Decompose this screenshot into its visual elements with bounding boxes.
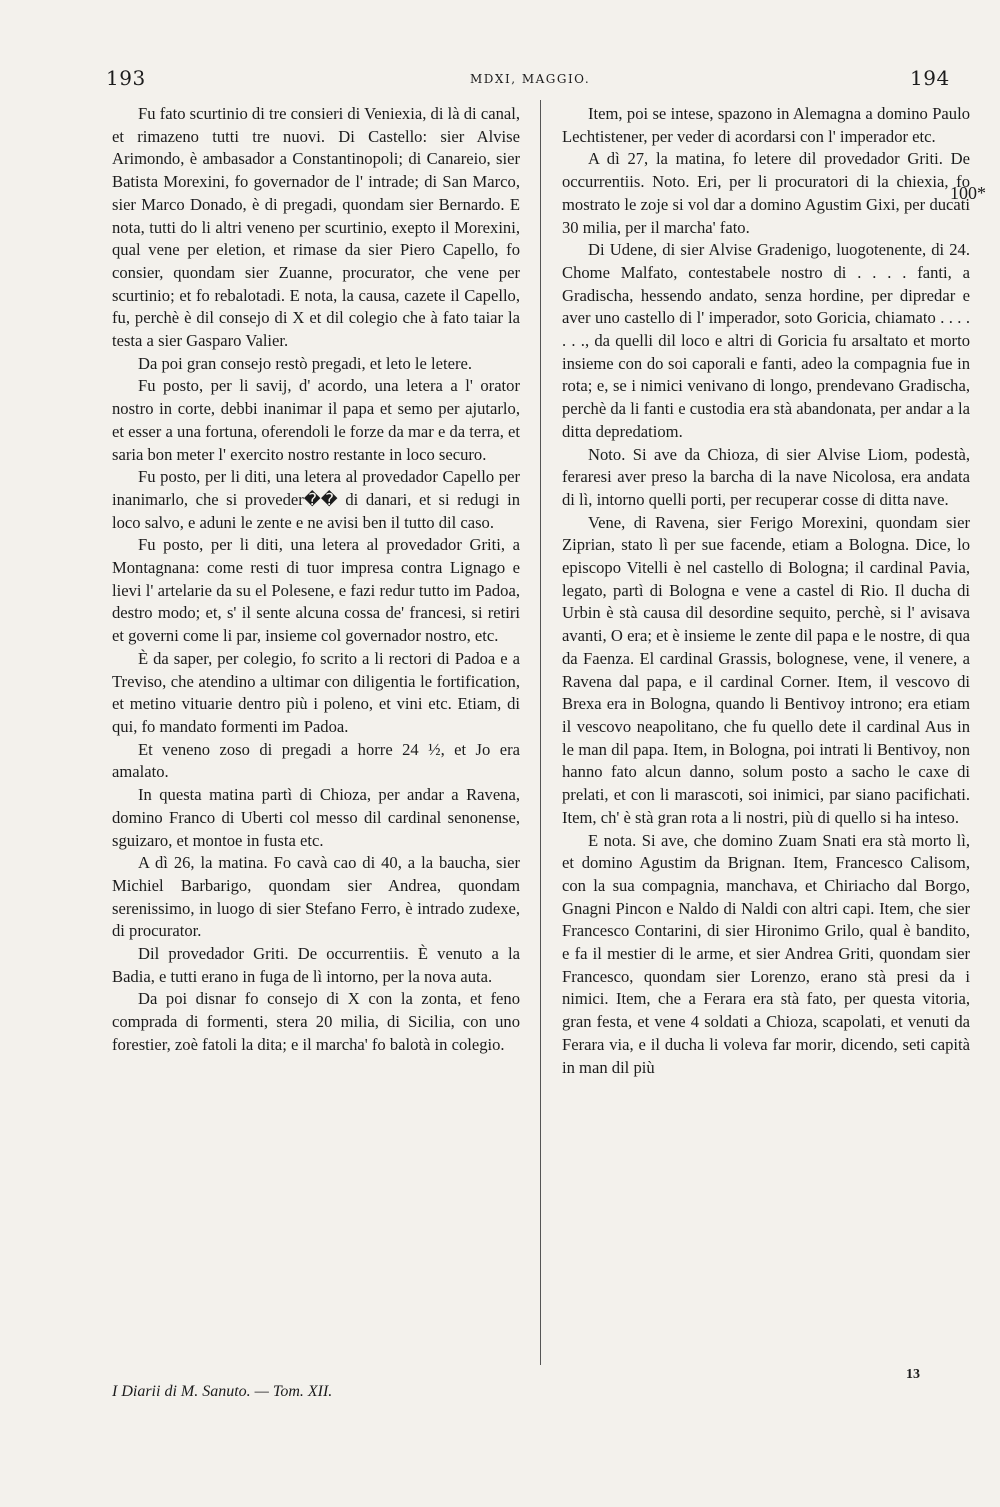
page-number-left: 193 bbox=[106, 66, 146, 90]
paragraph: È da saper, per colegio, fo scrito a li rectori di Padoa e a Treviso, che atendino a ultimar con diligentia le fortification, et metino vituarie dentro più i poleno, et vini etc. Etiam, di qui, fo mandato formenti im Padoa. bbox=[112, 648, 520, 736]
paragraph: Vene, di Ravena, sier Ferigo Morexini, quondam sier Ziprian, stato lì per sue facende, etiam a Bologna. Dice, lo episcopo Vitelli è nel castello di Bologna; il cardinal Pavia, legato, partì di Bologna e vene a castel di Rio. Il ducha di Urbin è stà causa dil desordine sequito, perchè, si l' avisava avanti, O era; et è insieme le zente dil papa e le nostre, di qua da Faenza. El cardinal Grassis, bolognese, vene, il venere, a Ravena dal papa, e il cardinal Corner. Item, il vescovo di Brexa era in Bologna, quando li Bentivoy introno; era etiam il vescovo neapolitano, che fu quello dete il cardinal Aus in le man dil papa. Item, in Bologna, poi intrati li Bentivoy, non hanno fato alcun danno, solum posto a sacho le caxe di prelati, et con li marascoti, soi inimici, par siano pacifichati. Item, ch' è stà gran rota a li nostri, più di quello si ha inteso. bbox=[562, 512, 970, 827]
paragraph: Fu posto, per li diti, una letera al provedador Griti, a Montagnana: come resti di tuor impresa contra Lignago e lievi l' artelarie da su el Polesene, e fazi redur tutto im Padoa, destro modo; et, s' il sente alcuna cossa de' francesi, si retiri et governi come li par, insieme col governador nostro, etc. bbox=[112, 535, 520, 646]
paragraph: Item, poi se intese, spazono in Alemagna a domino Paulo Lechtistener, per veder di acordarsi con l' imperador etc. bbox=[562, 104, 970, 146]
right-column bbox=[562, 103, 970, 1079]
paragraph: Et veneno zoso di pregadi a horre 24 ½, et Jo era amalato. bbox=[112, 739, 520, 782]
paragraph: In questa matina partì di Chioza, per andar a Ravena, domino Franco di Uberti col messo dil cardinal senonense, sguizaro, et montoe in fusta etc. bbox=[112, 785, 520, 850]
paragraph: Noto. Si ave da Chioza, di sier Alvise Liom, podestà, feraresi aver preso la barcha di la nave Nicolosa, era andata di lì, intorno quelli porti, per recuperar cosse di ditta nave. bbox=[562, 444, 970, 509]
signature-mark: 13 bbox=[906, 1367, 920, 1382]
paragraph: E nota. Si ave, che domino Zuam Snati era stà morto lì, et domino Agustim da Brignan. Item, Francesco Calisom, con la sua compagnia, manchava, et Chiriacho dal Borgo, Gnagni Pincon e Naldo di Naldi con altri capi. Item, che sier Francesco Contarini, di sier Hironimo Grilo, qual è bandito, e fa il mestier di le arme, et sier Andrea Griti, quondam sier Francesco, quondam sier Lorenzo, erano stà presi da i nimici. Item, che a Ferara era stà fato, per questa vitoria, gran festa, et vene 4 soldati a Chioza, scapolati, et venuti da Ferara via, e il ducha li voleva far morir, dicendo, seti capità in man dil più bbox=[562, 830, 970, 1077]
paragraph: A dì 27, la matina, fo letere dil provedador Griti. De occurrentiis. Noto. Eri, per li procuratori di la chiexia, fo mostrato le zoje si vol dar a domino Agustim Gixi, per ducati 30 milia, per il marcha' fato. bbox=[562, 149, 970, 237]
paragraph: Fu posto, per li savij, d' acordo, una letera a l' orator nostro in corte, debbi inanimar il papa et semo per ajutarlo, et esser a una fortuna, oferendoli le forze da mar e da terra, et saria bon meter l' exercito nostro restante in loco securo. bbox=[112, 376, 520, 464]
margin-note: 100* bbox=[950, 183, 986, 203]
paragraph: A dì 26, la matina. Fo cavà cao di 40, a la baucha, sier Michiel Barbarigo, quondam sier Andrea, quondam serenissimo, in luogo di sier Stefano Ferro, è intrado zudexe, di procurator. bbox=[112, 853, 520, 941]
paragraph: Dil provedador Griti. De occurrentiis. È venuto a la Badia, e tutti erano in fuga de lì intorno, per la nova auta. bbox=[112, 944, 520, 986]
paragraph: Fu fato scurtinio di tre consieri di Veniexia, di là di canal, et rimazeno tutti tre nuovi. Di Castello: sier Alvise Arimondo, è ambasador a Constantinopoli; di Canareio, sier Batista Morexini, fo governador de l' intrade; di San Marco, sier Marco Donado, è di pregadi, quondam sier Bernardo. E nota, tutti do li altri veneno per scurtinio, exepto il Morexini, qual vene per eletion, et rimase da sier Piero Capello, fo consier, quondam sier Zuanne, procurator, che vene per scurtinio; et fo rebalotadi. E nota, la causa, cazete il Capello, fu, perchè è dil consejo di X et dil colegio che à fato taiar la testa a sier Gasparo Valier. bbox=[112, 104, 520, 351]
page-number-right: 194 bbox=[910, 66, 950, 90]
running-title: MDXI, MAGGIO. bbox=[470, 72, 591, 86]
left-column bbox=[112, 103, 520, 1057]
paragraph: Di Udene, di sier Alvise Gradenigo, luogotenente, di 24. Chome Malfato, contestabele nostro di . . . . fanti, a Gradischa, hessendo andato, senza hordine, per dipredar e aver uno castello di l' imperador, soto Goricia, chiamato . . . . . . ., da quelli dil loco e altri di Goricia fu arsaltato et morto insieme con do soi caporali e fanti, adeo la compagnia fue in rota; e, se i nimici venivano di longo, prendevano Gradischa, perchè da li fanti e custodia era stà abandonata, per andar a la ditta depredatiom. bbox=[562, 240, 970, 441]
column-divider bbox=[540, 100, 541, 1365]
footer-citation: I Diarii di M. Sanuto. — Tom. XII. bbox=[112, 1383, 333, 1400]
paragraph: Da poi disnar fo consejo di X con la zonta, et feno comprada di formenti, stera 20 milia, di Sicilia, con uno forestier, zoè fatoli la dita; e il marcha' fo balotà in colegio. bbox=[112, 989, 520, 1054]
paragraph: Da poi gran consejo restò pregadi, et leto le letere. bbox=[138, 353, 473, 373]
paragraph: Fu posto, per li diti, una letera al provedador Capello per inanimarlo, che si proveder�� di danari, et si redugi in loco salvo, e aduni le zente e ne avisi ben il tutto dil caso. bbox=[112, 467, 520, 532]
